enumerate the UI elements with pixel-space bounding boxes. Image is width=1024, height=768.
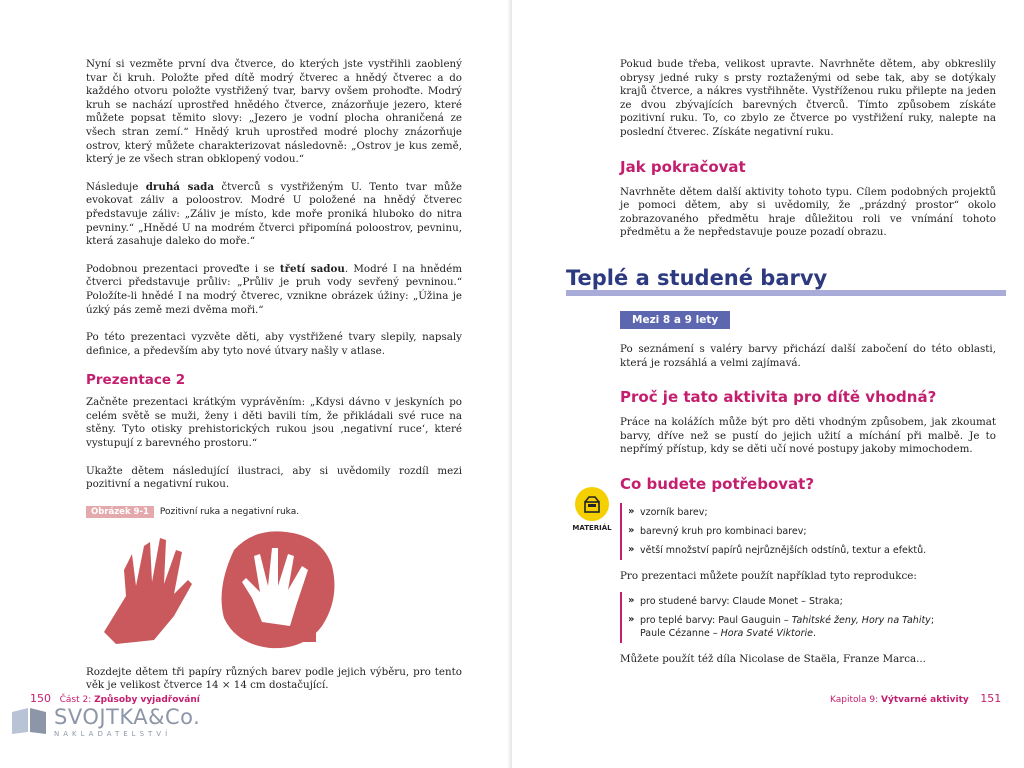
right-column-bottom: [620, 308, 996, 680]
age-badge: Mezi 8 a 9 lety: [620, 311, 730, 329]
footer-right: [830, 692, 1001, 705]
list-item: [622, 522, 996, 541]
figure-caption-text: Pozitivní ruka a negativní ruka.: [159, 506, 300, 517]
double-chevron-icon: »: [628, 613, 635, 625]
italic-text: Tahitské ženy, Hory na Tahity: [791, 614, 931, 626]
hand-positive-icon: [104, 538, 192, 644]
double-chevron-icon: »: [628, 594, 635, 606]
paragraph: Práce na kolážích může být pro děti vhodným způsobem, jak zkoumat barvy, dříve než se pustí do jejich užití a míchání při malbě. Je to nepřímý přístup, kdy se děti učí nové postupy jakoby mimochodem.: [620, 416, 996, 456]
hands-svg: [86, 526, 462, 654]
page-number: 151: [980, 692, 1002, 705]
list-item-text: .: [812, 627, 816, 639]
heading-proc: Proč je tato aktivita pro dítě vhodná?: [620, 388, 937, 407]
list-item-text: Paule Cézanne –: [640, 627, 721, 639]
footer-left: [30, 692, 200, 705]
heading-co-budete: Co budete potřebovat?: [620, 474, 815, 493]
left-column: [86, 58, 462, 707]
section-underline: [566, 290, 1006, 296]
paragraph: Po seznámení s valéry barvy přichází další zabočení do této oblasti, která je rozsáhlá a velmi zajímavá.: [620, 343, 996, 369]
right-column-top: [620, 58, 996, 254]
material-marker: [572, 487, 612, 532]
text-run: čtverců s vystřiženým U. Tento tvar může evokovat záliv a poloostrov. Modré U položené na hnědý čtverec představuje záliv: „Záliv je místo, kde moře proniká hluboko do nitra pevniny.“ „Hnědé U na modrém čtverci připomíná poloostrov, pevninu, která zasahuje daleko do moře.“: [86, 180, 463, 248]
italic-text: Hora Svaté Viktorie: [720, 627, 813, 639]
list-item-text: barevný kruh pro kombinaci barev;: [640, 525, 807, 537]
paragraph: Ukažte dětem následující ilustraci, aby si uvědomily rozdíl mezi pozitivní a negativní rukou.: [86, 464, 462, 491]
heading-prezentace: Prezentace 2: [86, 372, 186, 389]
list-item-text: vzorník barev;: [640, 506, 708, 518]
list-item-text: ;: [930, 614, 935, 626]
text-run: Následuje: [86, 180, 146, 193]
list-item-text: pro studené barvy: Claude Monet – Straka;: [640, 595, 843, 607]
bold-text: třetí sadou: [279, 262, 345, 275]
paragraph: Navrhněte dětem další aktivity tohoto typu. Cílem podobných projektů je pomoci dětem, aby si uvědomily, že „prázdný prostor“ okolo zobrazovaného předmětu hraje důležitou roli ve vnímání tohoto předmětu a že nepředstavuje pouze pozadí obrazu.: [620, 185, 996, 239]
list-item: [622, 611, 996, 643]
double-chevron-icon: »: [628, 543, 635, 555]
list-item: [622, 541, 996, 560]
paragraph: Pokud bude třeba, velikost upravte. Navrhněte dětem, aby obkreslily obrysy jedné ruky s prsty roztaženými od sebe tak, aby se dotýkaly krajů čtverce, a nákres vystřihněte. Vystříženou ruku přilepte na jeden ze dvou zbývajících barevných čtverců. Tímto způsobem získáte pozitivní ruku. To, co zbylo ze čtverce po vystřižení ruky, nalepte na poslední čtverec. Získáte negativní ruku.: [620, 58, 996, 138]
logo-name: SVOJTKA&Co.: [54, 705, 201, 729]
publisher-logo: [10, 706, 200, 738]
hand-negative-icon: [222, 531, 335, 648]
list-item: [622, 503, 996, 522]
list-item-text: větší množství papírů nejrůznějších odstínů, textur a efektů.: [640, 544, 927, 556]
figure-caption: [86, 506, 462, 518]
section-title: Teplé a studené barvy: [566, 266, 828, 290]
paragraph: Začněte prezentaci krátkým vyprávěním: „Kdysi dávno v jeskyních po celém světě se muži, ženy i děti bavili tím, že přikládali své ruce na stěny. Tyto otisky prehistorických rukou jsou ‚negativní ruce‘, které vystupují z barevného prostoru.“: [86, 396, 462, 450]
chapter-title: Výtvarné aktivity: [881, 695, 969, 705]
figure-badge: Obrázek 9-1: [86, 506, 154, 518]
paragraph: Můžete použít též díla Nicolase de Staëla, Franze Marca...: [620, 652, 926, 665]
paragraph: Pro prezentaci můžete použít například tyto reprodukce:: [620, 569, 917, 582]
paragraph: [86, 181, 462, 249]
material-box-icon: [575, 487, 609, 521]
paragraph: Po této prezentaci vyzvěte děti, aby vystřižené tvary slepily, napsaly definice, a především aby tyto nové útvary našly v atlase.: [86, 331, 462, 357]
double-chevron-icon: »: [628, 524, 635, 536]
part-label: Část 2:: [59, 695, 95, 705]
text-run: Podobnou prezentaci proveďte i se: [86, 262, 280, 275]
text-run: . Modré I na hnědém čtverci představuje průliv: „Průliv je pruh vody sevřený pevninou.“ Položíte-li hnědé I na modrý čtverec, vznikne obrázek úžiny: „Úžina je úzký pás země mezi dvěma moři.“: [86, 262, 462, 316]
list-item-text: pro teplé barvy: Paul Gauguin –: [640, 614, 792, 626]
material-label: MATERIÁL: [572, 524, 612, 532]
logo-sub: NAKLADATELSTVÍ: [54, 730, 172, 738]
hands-illustration: [86, 526, 462, 654]
reproductions-list: [620, 592, 996, 643]
paragraph: Rozdejte dětem tři papíry různých barev podle jejich výběru, pro tento věk je velikost čtverce 14 × 14 cm dostačující.: [86, 665, 462, 692]
page-number: 150: [30, 692, 51, 705]
heading-jak-pokracovat: Jak pokračovat: [620, 157, 746, 176]
materials-list: [620, 503, 996, 560]
chapter-label: Kapitola 9:: [830, 695, 882, 705]
paragraph: Nyní si vezměte první dva čtverce, do kterých jste vystřihli zaoblený tvar či kruh. Položte před dítě modrý čtverec a hnědý čtverec a do každého otvoru položte vystřižený tvar, barvy ovšem prohoďte. Modrý kruh se nachází uprostřed hnědého čtverce, znázorňuje jezero, které můžete popsat těmito slovy: „Jezero je vodní plocha ohraničená ze všech stran zemí.“ Hnědý kruh uprostřed modré plochy znázorňuje ostrov, který můžete charakterizovat následovně: „Ostrov je kus země, který je ze všech stran obklopený vodou.“: [86, 58, 462, 166]
bold-text: druhá sada: [145, 180, 214, 193]
list-item: [622, 592, 996, 611]
paragraph: [86, 263, 462, 317]
double-chevron-icon: »: [628, 505, 635, 517]
logo-book-icon: [10, 706, 48, 736]
right-page: [512, 0, 1024, 768]
part-title: Způsoby vyjadřování: [94, 695, 200, 705]
